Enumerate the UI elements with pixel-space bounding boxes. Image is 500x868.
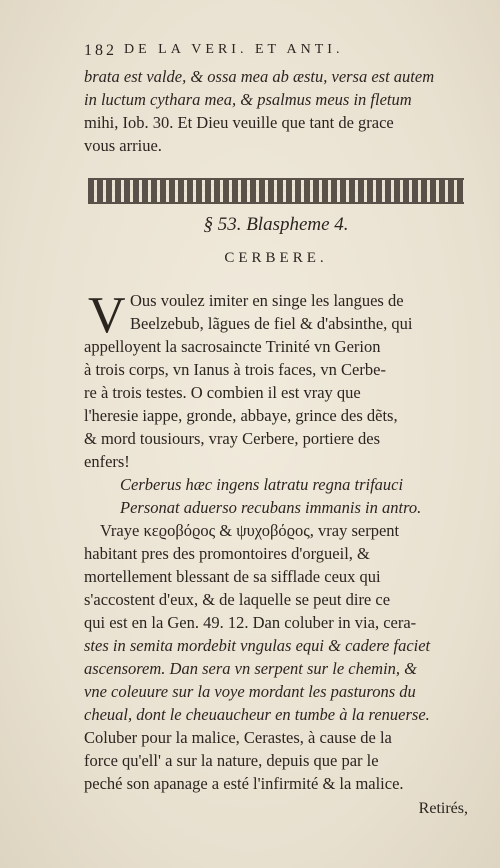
text-line: force qu'ell' a sur la nature, depuis que par le	[84, 751, 379, 770]
section-subheading: CERBERE.	[224, 250, 328, 266]
text-line: Ous voulez imiter en singe les langues de	[130, 291, 404, 310]
text-line: brata est valde, & ossa mea ab æstu, versa est autem	[84, 67, 435, 86]
text-line: ascensorem. Dan sera vn serpent sur le chemin, &	[84, 659, 417, 678]
page-number: 182	[84, 42, 117, 59]
text-line: Coluber pour la malice, Cerastes, à cause de la	[84, 728, 392, 747]
text-line: peché son apanage a esté l'infirmité & la malice.	[84, 774, 404, 793]
running-title: DE LA VERI. ET ANTI.	[124, 42, 344, 57]
text-line: mihi, Iob. 30. Et Dieu veuille que tant de grace	[84, 113, 394, 132]
text-line: s'accostent d'eux, & de laquelle se peut dire ce	[84, 590, 391, 609]
text-line: re à trois testes. O combien il est vray que	[84, 383, 361, 402]
drop-cap: V	[88, 287, 126, 344]
text-line: Vraye κεϱοβόϱος & ψυχοβόϱος, vray serpent	[100, 521, 400, 540]
text-line: à trois corps, vn Ianus à trois faces, vn Cerbe-	[84, 360, 386, 379]
verse-line: Cerberus hæc ingens latratu regna trifauci	[120, 475, 404, 494]
text-line: qui est en la Gen. 49. 12. Dan coluber in via, cera-	[84, 613, 417, 632]
text-line: vous arriue.	[84, 136, 162, 155]
section-title: § 53. Blaspheme 4.	[203, 214, 349, 235]
decorative-border	[88, 178, 464, 204]
text-line: enfers!	[84, 452, 130, 471]
text-line: habitant pres des promontoires d'orgueil, &	[84, 544, 370, 563]
verse-line: Personat aduerso recubans immanis in antro.	[120, 498, 422, 517]
text-line: appelloyent la sacrosaincte Trinité vn Gerion	[84, 337, 381, 356]
text-line: Beelzebub, lãgues de fiel & d'absinthe, qui	[130, 314, 413, 333]
text-line: l'heresie iappe, gronde, abbaye, grince des dẽts,	[84, 406, 398, 425]
text-line: stes in semita mordebit vngulas equi & cadere faciet	[84, 636, 431, 655]
catchword: Retirés,	[418, 800, 468, 817]
text-line: & mord tousiours, vray Cerbere, portiere des	[84, 429, 381, 448]
text-line: in luctum cythara mea, & psalmus meus in fletum	[84, 90, 412, 109]
text-line: vne coleuure sur la voye mordant les pasturons du	[84, 682, 416, 701]
text-line: cheual, dont le cheuaucheur en tumbe à la renuerse.	[84, 705, 430, 724]
text-line: mortellement blessant de sa sifflade ceux qui	[84, 567, 381, 586]
